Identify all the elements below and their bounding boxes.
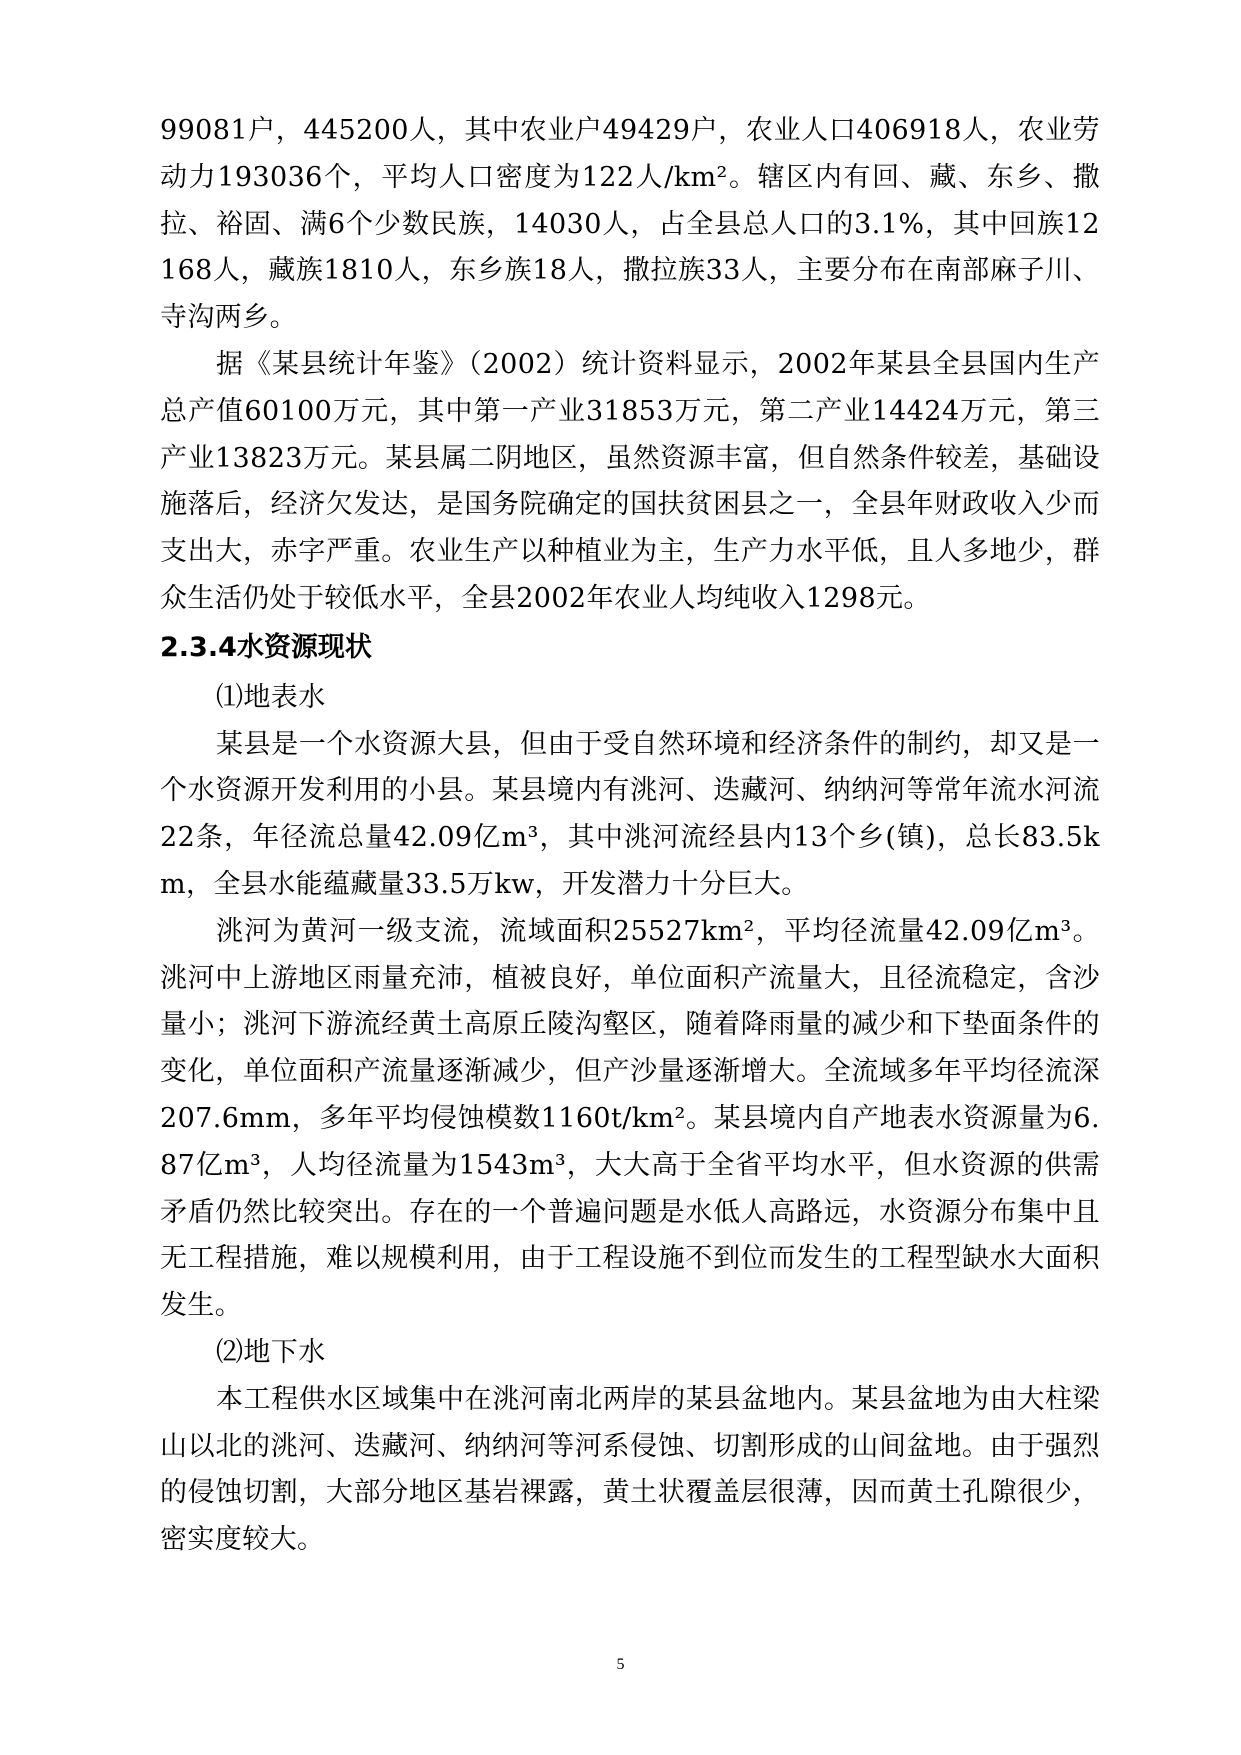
body-paragraph: 99081户，445200人，其中农业户49429户，农业人口406918人，农业劳动力193036个，平均人口密度为122人/km²。辖区内有回、藏、东乡、撒拉、裕固、满6个少数民族，14030人，占全县总人口的3.1%，其中回族12168人，藏族1810人，东乡族18人，撒拉族33人，主要分布在南部麻子川、寺沟两乡。 — [160, 115, 1100, 334]
body-paragraph: 洮河为黄河一级支流，流域面积25527km²，平均径流量42.09亿m³。洮河中上游地区雨量充沛，植被良好，单位面积产流量大，且径流稳定，含沙量小；洮河下游流经黄土高原丘陵沟壑区，随着降雨量的减少和下垫面条件的变化，单位面积产流量逐渐减少，但产沙量逐渐增大。全流域多年平均径流深207.6mm，多年平均侵蚀模数1160t/km²。某县境内自产地表水资源量为6.87亿m³，人均径流量为1543m³，大大高于全省平均水平，但水资源的供需矛盾仍然比较突出。存在的一个普遍问题是水低人高路远，水资源分布集中且无工程措施，难以规模利用，由于工程设施不到位而发生的工程型缺水大面积发生。 — [160, 915, 1100, 1322]
body-paragraph: 据《某县统计年鉴》（2002）统计资料显示，2002年某县全县国内生产总产值60100万元，其中第一产业31853万元，第二产业14424万元，第三产业13823万元。某县属二阴地区，虽然资源丰富，但自然条件较差，基础设施落后，经济欠发达，是国务院确定的国扶贫困县之一，全县年财政收入少而支出大，赤字严重。农业生产以种植业为主，生产力水平低，且人多地少，群众生活仍处于较低水平，全县2002年农业人均纯收入1298元。 — [160, 348, 1100, 614]
subsection-label: ⑴地表水 — [216, 681, 326, 713]
subsection-label: ⑵地下水 — [216, 1336, 326, 1368]
body-paragraph: 某县是一个水资源大县，但由于受自然环境和经济条件的制约，却又是一个水资源开发利用的小县。某县境内有洮河、迭藏河、纳纳河等常年流水河流22条，年径流总量42.09亿m³，其中洮河流经县内13个乡(镇)，总长83.5km，全县水能蕴藏量33.5万kw，开发潜力十分巨大。 — [160, 728, 1100, 900]
section-heading: 2.3.4水资源现状 — [160, 631, 372, 663]
page-number: 5 — [616, 1656, 625, 1673]
body-paragraph: 本工程供水区域集中在洮河南北两岸的某县盆地内。某县盆地为由大柱梁山以北的洮河、迭藏河、纳纳河等河系侵蚀、切割形成的山间盆地。由于强烈的侵蚀切割，大部分地区基岩裸露，黄土状覆盖层很薄，因而黄土孔隙很少，密实度较大。 — [160, 1383, 1100, 1556]
document-body — [160, 108, 1100, 1564]
